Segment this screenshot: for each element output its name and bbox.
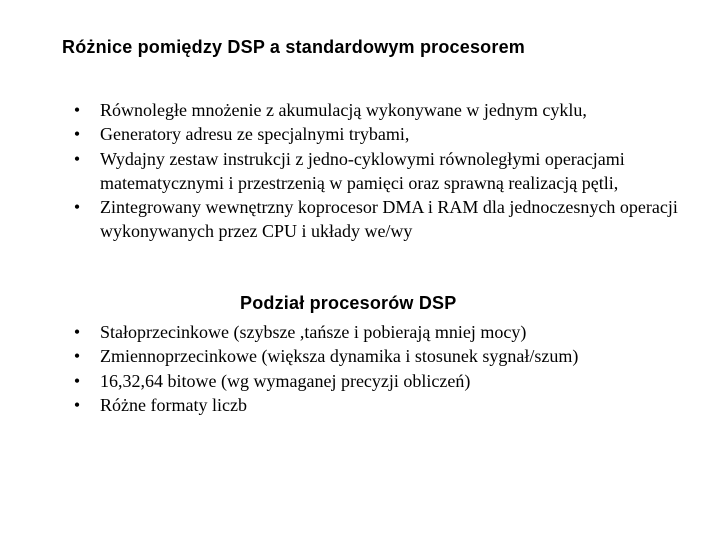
bullet-icon: • [73, 148, 81, 169]
bullet-icon: • [73, 124, 81, 145]
bullet-icon: • [73, 322, 81, 342]
bullet-icon: • [73, 394, 81, 415]
dsp-features-list [70, 98, 690, 244]
list-item-text: Równoległe mnożenie z akumulacją wykonywane w jednym cyklu, [100, 100, 587, 120]
list-item-text: 16,32,64 bitowe (wg wymaganej precyzji obliczeń) [100, 370, 471, 391]
list-item-text: Wydajny zestaw instrukcji z jedno-cyklowymi równoległymi operacjami matematycznymi i przestrzenią w pamięci oraz sprawną realizacją pętli, [100, 148, 625, 193]
list-item-text: Różne formaty liczb [100, 394, 247, 415]
list-item [70, 122, 690, 146]
list-item [70, 393, 690, 417]
list-item-text: Zintegrowany wewnętrzny koprocesor DMA i RAM dla jednoczesnych operacji wykonywanych przez CPU i układy we/wy [100, 197, 678, 242]
list-item-text: Zmiennoprzecinkowe (większa dynamika i stosunek sygnał/szum) [100, 346, 579, 367]
section-subtitle: Podział procesorów DSP [240, 293, 457, 313]
slide-title: Różnice pomiędzy DSP a standardowym procesorem [62, 37, 525, 57]
list-item [70, 98, 690, 122]
list-item [70, 369, 690, 393]
list-item-text: Stałoprzecinkowe (szybsze ,tańsze i pobierają mniej mocy) [100, 322, 527, 342]
dsp-types-list [70, 320, 690, 417]
bullet-icon: • [73, 100, 81, 120]
list-item-text: Generatory adresu ze specjalnymi trybami, [100, 124, 410, 145]
list-item [70, 320, 690, 344]
bullet-icon: • [73, 370, 81, 391]
list-item [70, 195, 690, 244]
bullet-icon: • [73, 197, 81, 218]
list-item [70, 344, 690, 368]
bullet-icon: • [73, 346, 81, 367]
list-item [70, 147, 690, 196]
